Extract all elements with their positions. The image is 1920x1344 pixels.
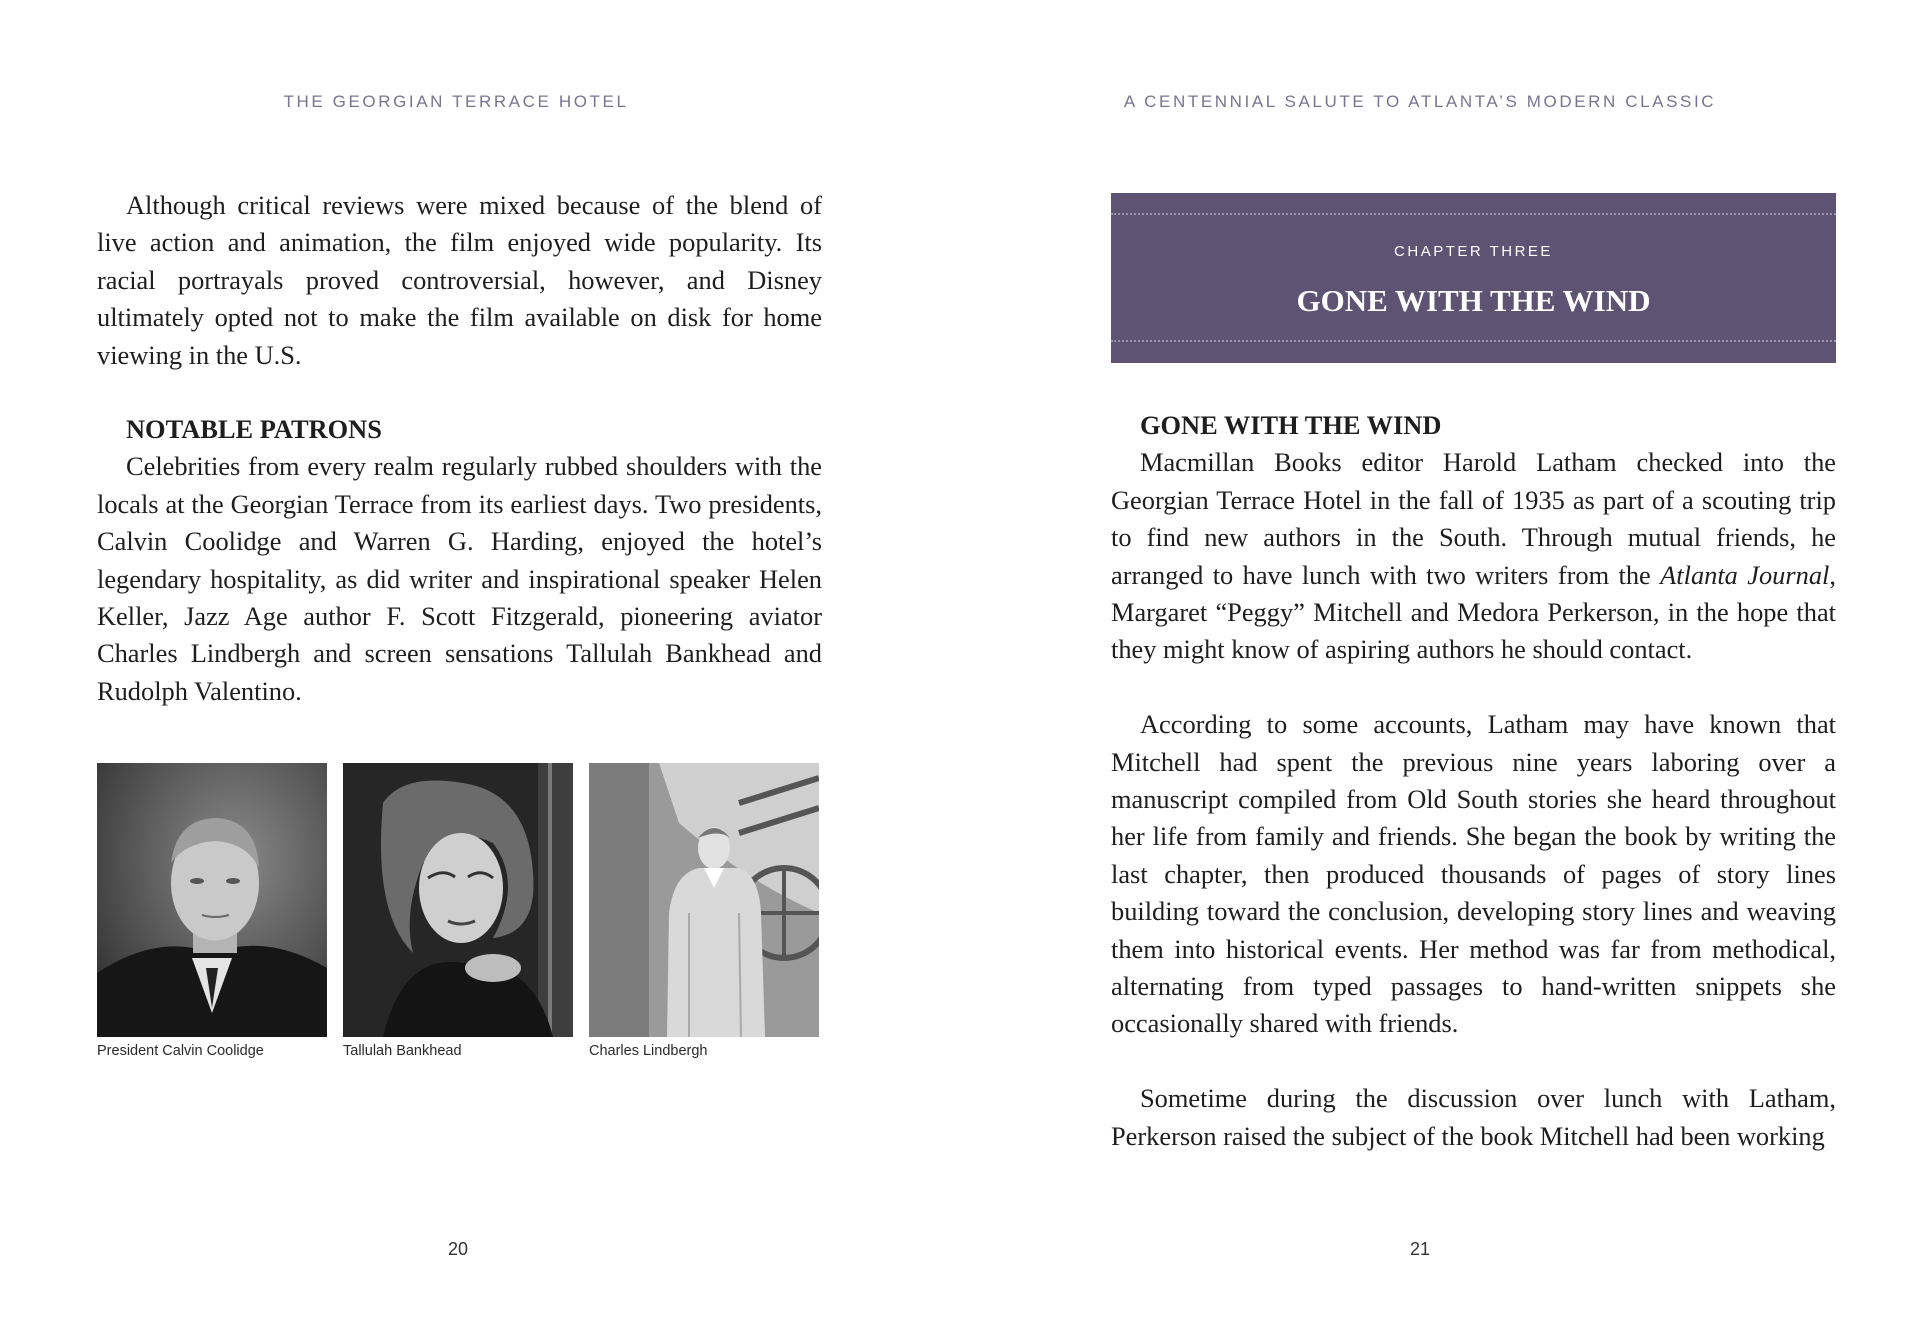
right-page [960,0,1920,1344]
caption-tallulah-bankhead: Tallulah Bankhead [343,1043,462,1059]
left-intro-block [97,187,822,374]
section-heading-notable-patrons: NOTABLE PATRONS [126,414,382,444]
page-number-left: 20 [447,1239,469,1259]
notable-patrons-block [97,411,822,710]
photo-tallulah-bankhead [343,763,573,1037]
section-heading-gone-with-the-wind: GONE WITH THE WIND [1140,410,1442,440]
paragraph-2: According to some accounts, Latham may have known that Mitchell had spent the previous nine years laboring over a manuscript compiled from Old South stories she heard throughout her life from family and friends. She began the book by writing the last chapter, then produced thousands of pages of story lines building toward the conclusion, developing story lines and weaving them into historical events. Her method was far from methodical, alternating from typed passages to hand-written snippets she occasionally shared with friends. [1111,709,1836,1039]
photo-charles-lindbergh [589,763,819,1037]
atlanta-journal-title: Atlanta Journal [1660,559,1830,590]
intro-paragraph: Although critical reviews were mixed because of the blend of live action and animation, the film enjoyed wide popularity. Its racial portrayals proved controversial, however, and Disney ultimately opted not to make the film available on disk for home viewing in the U.S. [97,190,822,370]
chapter-label: CHAPTER THREE [1394,243,1553,260]
banner-rule-top [1111,213,1836,215]
banner-rule-bottom [1111,340,1836,342]
paragraph-1-part-1: Macmillan Books editor Harold Latham checked into the Georgian Terrace Hotel in the fall of 1935 as part of a scouting trip to find new authors in the South. Through mutual friends, he arranged to have lunch with two writers from the [1111,447,1836,590]
right-text-block [1111,407,1836,1155]
paragraph-1-part-2: , Margaret “Peggy” Mitchell and Medora Perkerson, in the hope that they might know of aspiring authors he should contact. [1111,559,1836,665]
chapter-banner [1111,193,1836,363]
chapter-title: GONE WITH THE WIND [1296,283,1651,318]
caption-charles-lindbergh: Charles Lindbergh [589,1043,708,1059]
page-number-right: 21 [1409,1239,1431,1259]
caption-calvin-coolidge: President Calvin Coolidge [97,1043,264,1059]
running-head-right: A CENTENNIAL SALUTE TO ATLANTA’S MODERN CLASSIC [1123,92,1717,111]
running-head-left: THE GEORGIAN TERRACE HOTEL [283,92,629,111]
photo-calvin-coolidge [97,763,327,1037]
paragraph-1 [1111,444,1836,668]
notable-patrons-paragraph: Celebrities from every realm regularly rubbed shoulders with the locals at the Georgian Terrace from its earliest days. Two presidents, Calvin Coolidge and Warren G. Harding, enjoyed the hotel’s legendary hospitality, as did writer and inspirational speaker Helen Keller, Jazz Age author F. Scott Fitzgerald, pioneering aviator Charles Lindbergh and screen sensations Tallulah Bankhead and Rudolph Valentino. [97,451,822,706]
paragraph-3: Sometime during the discussion over lunch with Latham, Perkerson raised the subject of the book Mitchell had been working [1111,1083,1836,1151]
